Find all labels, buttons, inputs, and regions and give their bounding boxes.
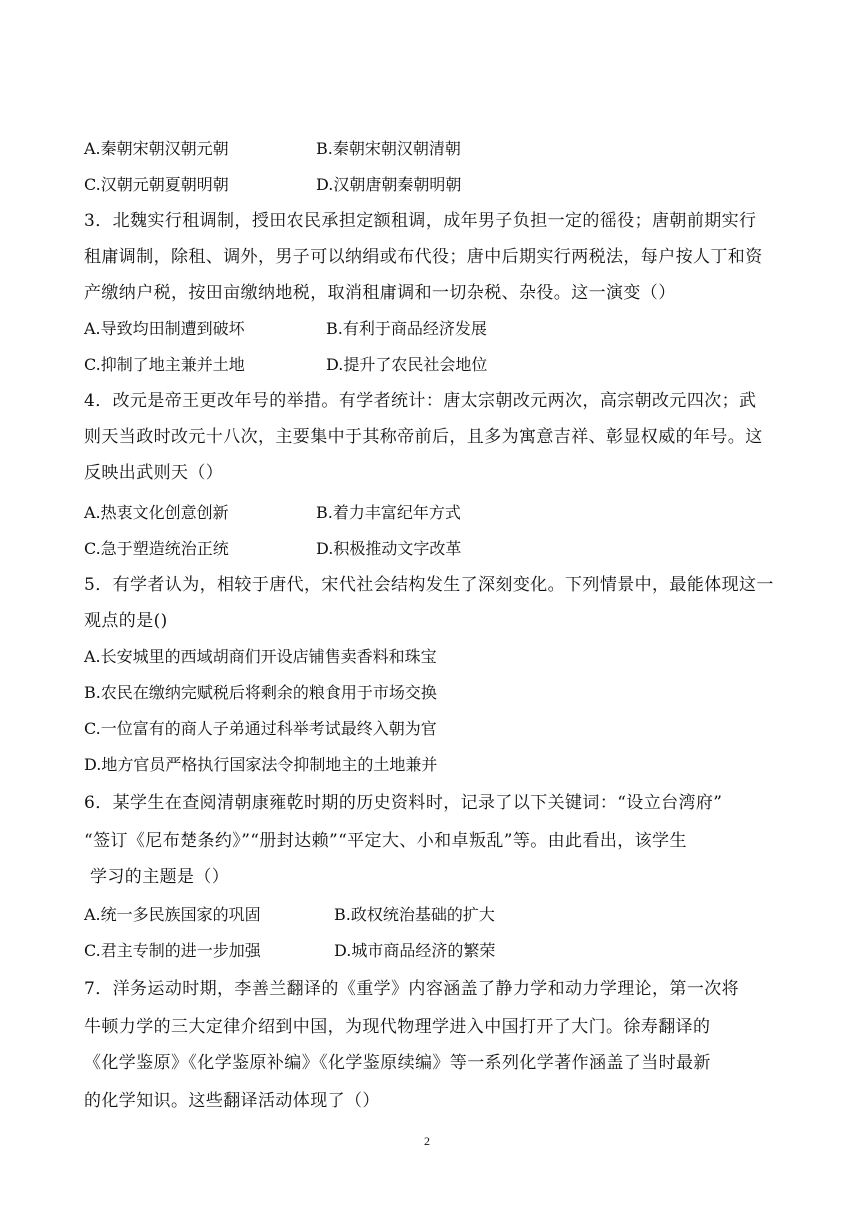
q3-option-c[interactable]: C.抑制了地主兼并土地 bbox=[84, 355, 245, 374]
q2-option-c[interactable]: C.汉朝元朝夏朝明朝 bbox=[84, 175, 229, 194]
q3-option-a[interactable]: A.导致均田制遭到破坏 bbox=[84, 319, 245, 338]
q3-option-b[interactable]: B.有利于商品经济发展 bbox=[326, 319, 487, 338]
q5-option-c[interactable]: C.一位富有的商人子弟通过科举考试最终入朝为官 bbox=[84, 719, 437, 738]
q7-stem-line-1: 7．洋务运动时期，李善兰翻译的《重学》内容涵盖了静力学和动力学理论，第一次将 bbox=[84, 979, 740, 999]
q7-stem-line-3: 《化学鉴原》《化学鉴原补编》《化学鉴原续编》等一系列化学著作涵盖了当时最新 bbox=[84, 1053, 711, 1073]
q5-option-a[interactable]: A.长安城里的西域胡商们开设店铺售卖香料和珠宝 bbox=[84, 647, 437, 666]
q2-option-b[interactable]: B.秦朝宋朝汉朝清朝 bbox=[316, 139, 461, 158]
q6-option-a[interactable]: A.统一多民族国家的巩固 bbox=[84, 905, 261, 924]
q6-stem-line-1: 6．某学生在查阅清朝康雍乾时期的历史资料时，记录了以下关键词：“设立台湾府” bbox=[84, 793, 723, 813]
q4-stem-line-2: 则天当政时改元十八次，主要集中于其称帝前后，且多为寓意吉祥、彰显权威的年号。这 bbox=[84, 427, 763, 447]
q6-option-c[interactable]: C.君主专制的进一步加强 bbox=[84, 941, 261, 960]
q5-option-d[interactable]: D.地方官员严格执行国家法令抑制地主的土地兼并 bbox=[84, 755, 438, 774]
q6-option-d[interactable]: D.城市商品经济的繁荣 bbox=[334, 941, 496, 960]
q3-stem-line-3: 产缴纳户税，按田亩缴纳地税，取消租庸调和一切杂税、杂役。这一演变（） bbox=[84, 283, 676, 303]
q3-option-d[interactable]: D.提升了农民社会地位 bbox=[326, 355, 488, 374]
q6-stem-line-2: “签订《尼布楚条约》”“册封达赖”“平定大、小和卓叛乱”等。由此看出，该学生 bbox=[84, 831, 687, 851]
q5-stem-line-2: 观点的是() bbox=[84, 611, 168, 631]
q2-option-a[interactable]: A.秦朝宋朝汉朝元朝 bbox=[84, 139, 229, 158]
page-number: 2 bbox=[424, 1134, 430, 1148]
q2-option-d[interactable]: D.汉朝唐朝秦朝明朝 bbox=[316, 175, 462, 194]
q6-stem-line-3: 学习的主题是（） bbox=[90, 867, 230, 887]
q4-option-a[interactable]: A.热衷文化创意创新 bbox=[84, 503, 229, 522]
q4-option-c[interactable]: C.急于塑造统治正统 bbox=[84, 539, 229, 558]
q5-stem-line-1: 5．有学者认为，相较于唐代，宋代社会结构发生了深刻变化。下列情景中，最能体现这一 bbox=[84, 575, 774, 595]
q4-option-b[interactable]: B.着力丰富纪年方式 bbox=[316, 503, 461, 522]
q4-stem-line-3: 反映出武则天（） bbox=[84, 463, 224, 483]
q7-stem-line-4: 的化学知识。这些翻译活动体现了（） bbox=[84, 1091, 380, 1111]
q7-stem-line-2: 牛顿力学的三大定律介绍到中国，为现代物理学进入中国打开了大门。徐寿翻译的 bbox=[84, 1017, 711, 1037]
q6-option-b[interactable]: B.政权统治基础的扩大 bbox=[334, 905, 495, 924]
q3-stem-line-2: 租庸调制，除租、调外，男子可以纳绢或布代役；唐中后期实行两税法，每户按人丁和资 bbox=[84, 247, 763, 267]
q4-option-d[interactable]: D.积极推动文字改革 bbox=[316, 539, 462, 558]
q5-option-b[interactable]: B.农民在缴纳完赋税后将剩余的粮食用于市场交换 bbox=[84, 683, 437, 702]
q4-stem-line-1: 4．改元是帝王更改年号的举措。有学者统计：唐太宗朝改元两次，高宗朝改元四次；武 bbox=[84, 391, 757, 411]
q3-stem-line-1: 3．北魏实行租调制，授田农民承担定额租调，成年男子负担一定的徭役；唐朝前期实行 bbox=[84, 211, 757, 231]
